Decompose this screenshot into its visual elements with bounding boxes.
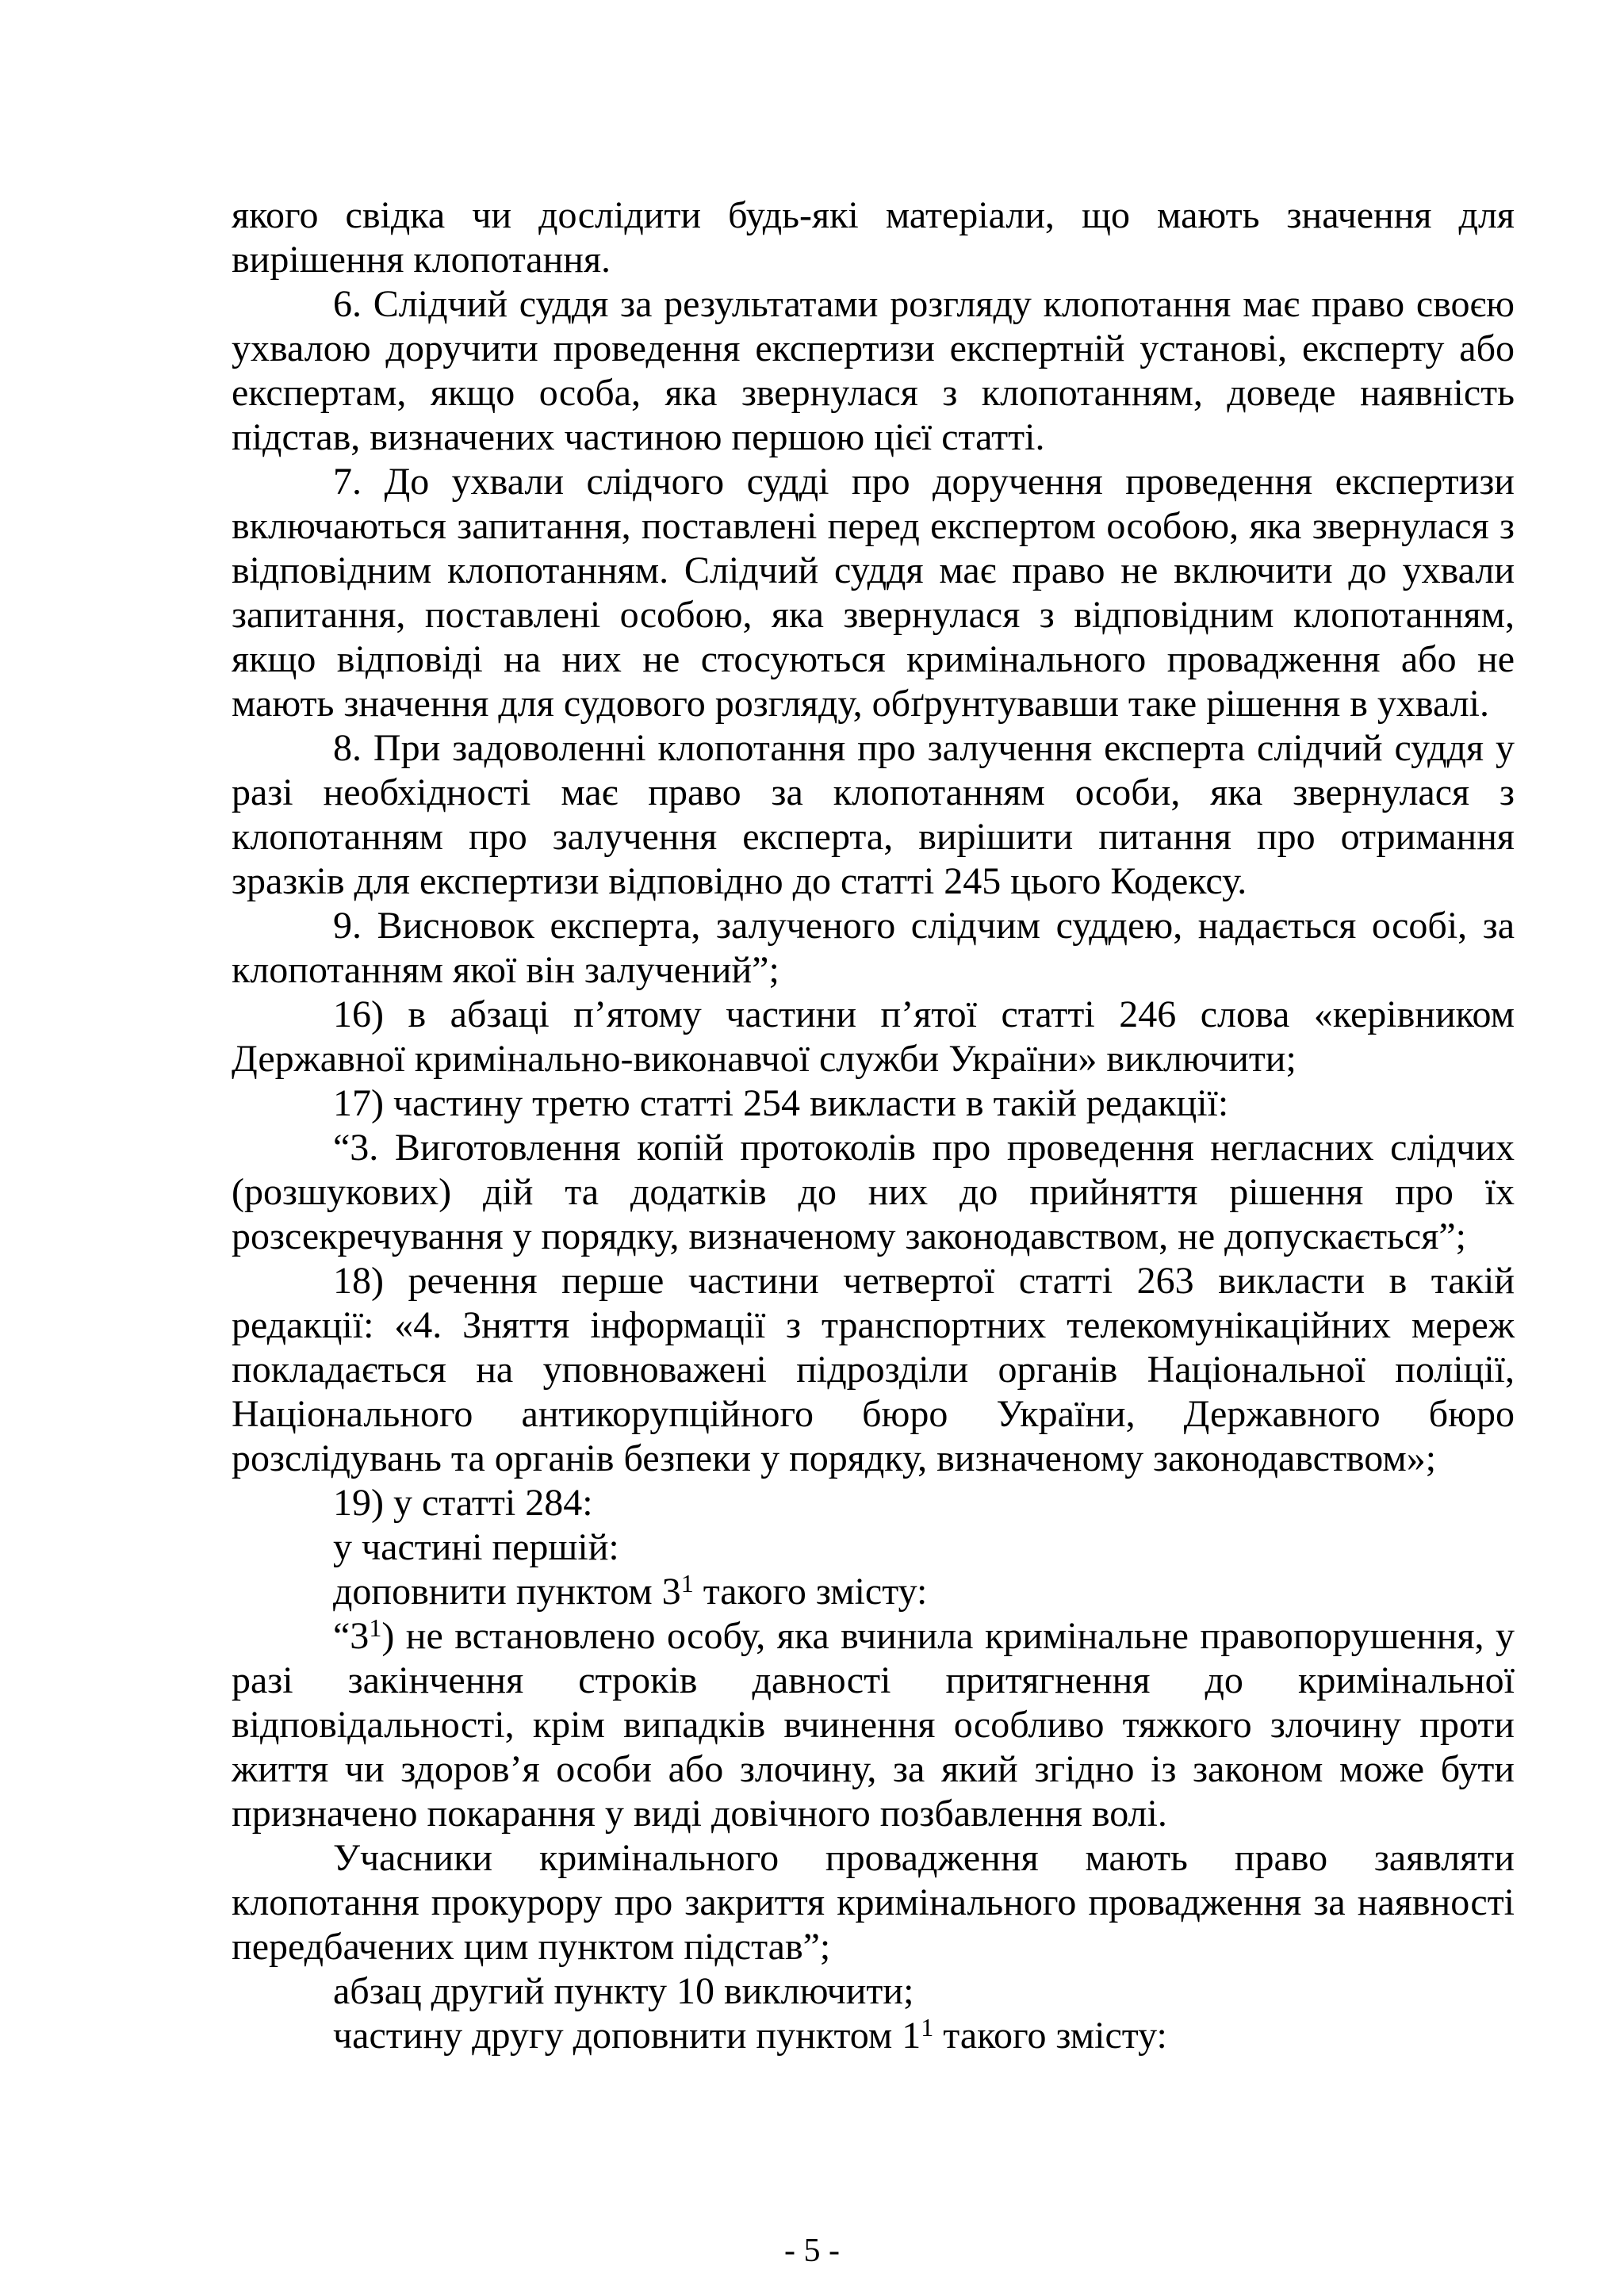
paragraph-add-point-3-1: доповнити пунктом $3^1$ такого змісту: [333,1569,928,1613]
paragraph-continuation: якого свідка чи дослідити будь-які матеріали, що мають значення для вирішення клопотання. [232,194,1515,281]
paragraph-amendment-19: 19) у статті 284: [333,1482,593,1524]
superscript: 1 [369,1613,382,1642]
paragraph-item-8: 8. При задоволенні клопотання про залучення експерта слідчий суддя у разі необхідності має право за клопотанням особи, яка звернулася з клопотанням про залучення експерта, вирішити питання про отримання зразків для експертизи відповідно до статті 245 цього Кодексу. [232,727,1515,902]
paragraph-part-one: у частині першій: [333,1526,619,1568]
paragraph-item-9: 9. Висновок експерта, залученого слідчим суддею, надається особі, за клопотанням якої він залучений”; [232,905,1515,991]
paragraph-quote-point-3-1: “$3^1$) не встановлено особу, яка вчинила кримінальне правопорушення, у разі закінчення строків давності притягнення до кримінальної відповідальності, крім випадків вчинення особливо тяжкого злочину проти життя чи здоров’я особи або злочину, за який згідно із законом може бути призначено покарання у виді довічного позбавлення волі. [232,1613,1515,1835]
paragraph-item-6: 6. Слідчий суддя за результатами розгляду клопотання має право своєю ухвалою доручити проведення експертизи експертній установі, експерту або експертам, якщо особа, яка звернулася з клопотанням, доведе наявність підстав, визначених частиною першою цієї статті. [232,283,1515,458]
document-body [232,193,1515,2058]
paragraph-add-point-1-1: частину другу доповнити пунктом $1^1$ такого змісту: [333,2013,1167,2057]
paragraph-amendment-16: 16) в абзаці п’ятому частини п’ятої статті 246 слова «керівником Державної кримінально-виконавчої служби України» виключити; [232,993,1515,1080]
page-number: - 5 - [784,2233,840,2269]
paragraph-exclude-point-10: абзац другий пункту 10 виключити; [333,1970,914,2012]
paragraph-participants: Учасники кримінального провадження мають право заявляти клопотання прокурору про закриття кримінального провадження за наявності передбачених цим пунктом підстав”; [232,1837,1515,1968]
superscript: 1 [921,2013,934,2042]
superscript: 1 [680,1569,694,1598]
paragraph-item-7: 7. До ухвали слідчого судді про доручення проведення експертизи включаються запитання, поставлені перед експертом особою, яка звернулася з відповідним клопотанням. Слідчий суддя має право не включити до ухвали запитання, поставлені особою, яка звернулася з відповідним клопотанням, якщо відповіді на них не стосуються кримінального провадження або не мають значення для судового розгляду, обґрунтувавши таке рішення в ухвалі. [232,461,1515,725]
paragraph-quote-item-3: “3. Виготовлення копій протоколів про проведення негласних слідчих (розшукових) дій та додатків до них до прийняття рішення про їх розсекречування у порядку, визначеному законодавством, не допускається”; [232,1127,1515,1257]
paragraph-amendment-17: 17) частину третю статті 254 викласти в такій редакції: [333,1082,1229,1124]
paragraph-amendment-18: 18) речення перше частини четвертої статті 263 викласти в такій редакції: «4. Зняття інформації з транспортних телекомунікаційних мереж покладається на уповноважені підрозділи органів Національної поліції, Національного антикорупційного бюро України, Державного бюро розслідувань та органів безпеки у порядку, визначеному законодавством»; [232,1260,1515,1479]
